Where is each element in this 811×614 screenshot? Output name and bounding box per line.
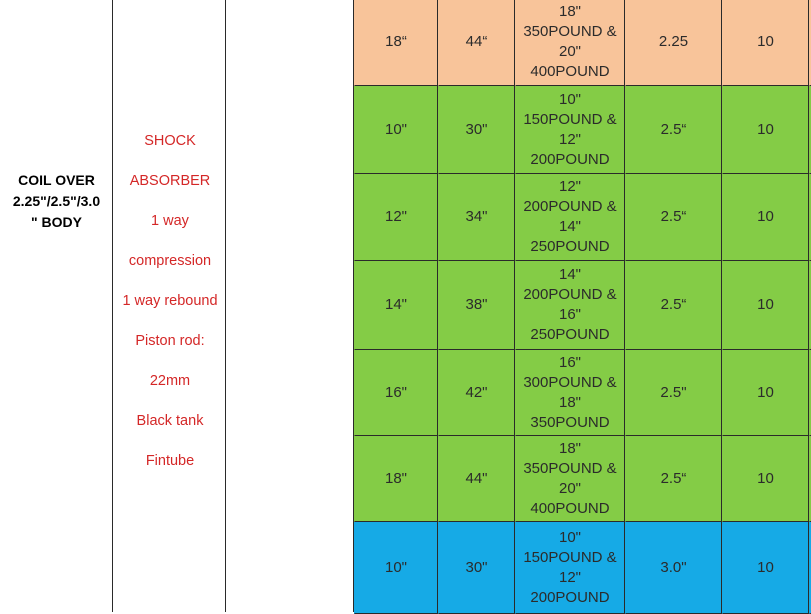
description-line: Piston rod: xyxy=(135,333,205,349)
table-row xyxy=(354,86,811,174)
quantity-cell: 10 xyxy=(722,174,809,261)
product-title-line: 2.25"/2.5"/3.0 xyxy=(12,193,101,209)
description-line: Fintube xyxy=(145,453,195,469)
length-cell: 12" xyxy=(354,174,438,261)
length-cell: 44" xyxy=(438,436,515,522)
length-cell: 10" xyxy=(354,522,438,614)
quantity-cell: 10 xyxy=(722,86,809,174)
length-cell: 10" xyxy=(354,86,438,174)
product-title xyxy=(0,170,113,233)
spring-rate-cell: 14" 200POUND & 16" 250POUND xyxy=(515,261,625,350)
body-size-cell: 2.5“ xyxy=(625,436,722,522)
spring-rate-cell: 10" 150POUND & 12" 200POUND xyxy=(515,86,625,174)
table-row xyxy=(354,522,811,614)
description-line: SHOCK xyxy=(144,133,196,149)
table-row xyxy=(354,261,811,350)
length-cell: 44“ xyxy=(438,0,515,86)
body-size-cell: 2.5“ xyxy=(625,261,722,350)
body-size-cell: 2.5“ xyxy=(625,86,722,174)
table-row xyxy=(354,436,811,522)
spring-rate-cell: 16" 300POUND & 18" 350POUND xyxy=(515,350,625,436)
description-line: compression xyxy=(128,253,212,269)
length-cell: 14" xyxy=(354,261,438,350)
description-line: 1 way rebound xyxy=(122,293,218,309)
product-title-line: " BODY xyxy=(31,214,82,230)
body-size-cell: 2.5“ xyxy=(625,174,722,261)
length-cell: 42" xyxy=(438,350,515,436)
spring-rate-cell: 12" 200POUND & 14" 250POUND xyxy=(515,174,625,261)
body-size-cell: 3.0" xyxy=(625,522,722,614)
body-size-cell: 2.5" xyxy=(625,350,722,436)
product-title-line: COIL OVER xyxy=(18,172,95,188)
table-row xyxy=(354,350,811,436)
quantity-cell: 10 xyxy=(722,522,809,614)
length-cell: 30" xyxy=(438,522,515,614)
table-row xyxy=(354,174,811,261)
description-line: 22mm xyxy=(149,373,191,389)
length-cell: 38" xyxy=(438,261,515,350)
table-row xyxy=(354,0,811,86)
length-cell: 16" xyxy=(354,350,438,436)
length-cell: 18“ xyxy=(354,0,438,86)
quantity-cell: 10 xyxy=(722,0,809,86)
quantity-cell: 10 xyxy=(722,436,809,522)
description-line: 1 way xyxy=(151,213,189,229)
spring-rate-cell: 18" 350POUND & 20" 400POUND xyxy=(515,436,625,522)
product-description xyxy=(114,111,226,491)
quantity-cell: 10 xyxy=(722,261,809,350)
length-cell: 18" xyxy=(354,436,438,522)
spring-rate-cell: 10" 150POUND & 12" 200POUND xyxy=(515,522,625,614)
length-cell: 30" xyxy=(438,86,515,174)
description-line: Black tank xyxy=(136,413,204,429)
spring-rate-cell: 18" 350POUND & 20" 400POUND xyxy=(515,0,625,86)
length-cell: 34" xyxy=(438,174,515,261)
description-line: ABSORBER xyxy=(129,173,211,189)
quantity-cell: 10 xyxy=(722,350,809,436)
body-size-cell: 2.25 xyxy=(625,0,722,86)
column-divider xyxy=(112,0,113,612)
